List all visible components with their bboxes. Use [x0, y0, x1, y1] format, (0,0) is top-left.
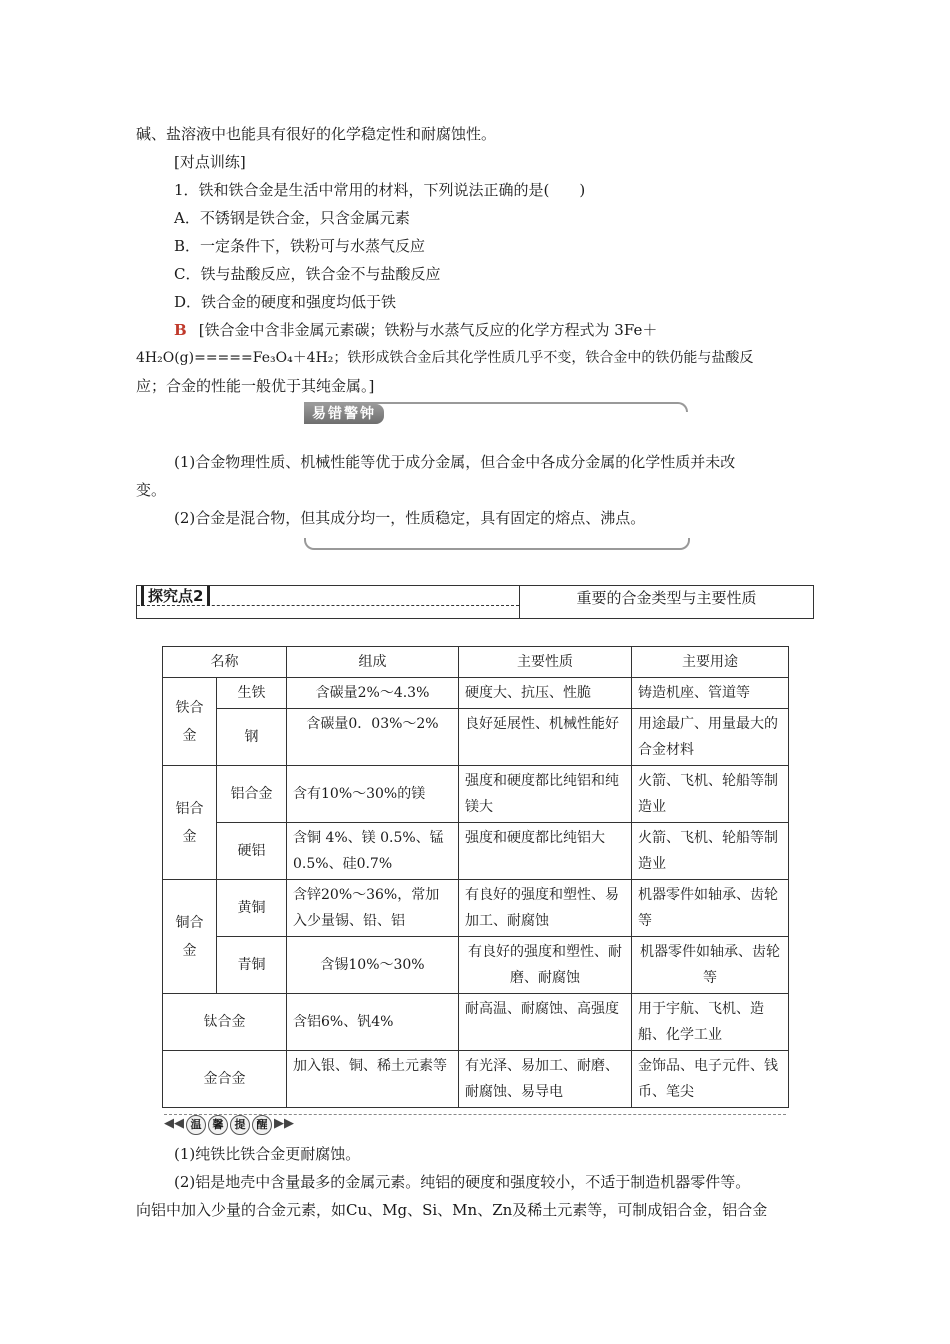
alloy-name: 青铜 — [217, 937, 287, 994]
table-row — [163, 994, 789, 1051]
alloy-uses: 机器零件如轴承、齿轮等 — [632, 937, 789, 994]
table-row — [163, 823, 789, 880]
reminder-char: 温 — [186, 1115, 206, 1135]
alloy-composition: 含锌20%～36%，常加入少量锡、铅、铝 — [287, 880, 459, 937]
alloy-properties: 耐高温、耐腐蚀、高强度 — [459, 994, 632, 1051]
alloy-uses: 用途最广、用量最大的合金材料 — [632, 709, 789, 766]
alloy-name: 钢 — [217, 709, 287, 766]
group-copper: 铜合金 — [163, 880, 217, 994]
alloy-name: 钛合金 — [163, 994, 287, 1051]
explore-header — [136, 585, 814, 619]
alloy-composition: 含锡10%～30% — [287, 937, 459, 994]
warning-tag: 易错警钟 — [304, 404, 384, 424]
alloy-properties: 良好延展性、机械性能好 — [459, 709, 632, 766]
alloy-composition: 含有10%～30%的镁 — [287, 766, 459, 823]
intro-line: 碱、盐溶液中也能具有很好的化学稳定性和耐腐蚀性。 — [136, 125, 497, 143]
reminder-line-2: (2)铝是地壳中含量最多的金属元素。纯铝的硬度和强度较小，不适于制造机器零件等。 — [174, 1173, 751, 1191]
alloy-uses: 火箭、飞机、轮船等制造业 — [632, 823, 789, 880]
alloy-composition: 含铝6%、钒4% — [287, 994, 459, 1051]
alloy-properties: 强度和硬度都比纯铝和纯镁大 — [459, 766, 632, 823]
alloy-properties: 硬度大、抗压、性脆 — [459, 678, 632, 709]
explore-tag: 探究点2 — [141, 586, 210, 606]
option-d: D．铁合金的硬度和强度均低于铁 — [174, 293, 397, 311]
explanation-line-3: 应；合金的性能一般优于其纯金属。] — [136, 377, 375, 395]
option-b: B．一定条件下，铁粉可与水蒸气反应 — [174, 237, 426, 255]
question-text: 1．铁和铁合金是生活中常用的材料，下列说法正确的是( ) — [174, 181, 586, 199]
alloy-composition: 含铜 4%、镁 0.5%、锰0.5%、硅0.7% — [287, 823, 459, 880]
reminder-char: 提 — [230, 1115, 250, 1135]
alloy-properties: 有良好的强度和塑性、耐磨、耐腐蚀 — [459, 937, 632, 994]
alloy-table — [162, 646, 789, 1108]
reminder-line-3: 向铝中加入少量的合金元素，如Cu、Mg、Si、Mn、Zn及稀土元素等，可制成铝合金，铝合金 — [136, 1201, 768, 1219]
reminder-char: 馨 — [208, 1115, 228, 1135]
option-a: A．不锈钢是铁合金，只含金属元素 — [174, 209, 410, 227]
alloy-uses: 火箭、飞机、轮船等制造业 — [632, 766, 789, 823]
header-name: 名称 — [163, 647, 287, 678]
alloy-composition: 加入银、铜、稀土元素等 — [287, 1051, 459, 1108]
group-aluminum: 铝合金 — [163, 766, 217, 880]
double-left-arrow-icon: ◀◀ — [164, 1116, 184, 1131]
table-row — [163, 1051, 789, 1108]
alloy-name: 生铁 — [217, 678, 287, 709]
table-row — [163, 937, 789, 994]
reminder-line-1: (1)纯铁比铁合金更耐腐蚀。 — [174, 1145, 361, 1163]
alloy-composition: 含碳量0．03%～2% — [287, 709, 459, 766]
alloy-name: 金合金 — [163, 1051, 287, 1108]
explore-title: 重要的合金类型与主要性质 — [519, 586, 813, 618]
answer-letter: B — [174, 321, 187, 339]
table-row — [163, 678, 789, 709]
table-row — [163, 880, 789, 937]
reminder-banner — [164, 1114, 804, 1136]
alloy-uses: 机器零件如轴承、齿轮等 — [632, 880, 789, 937]
alloy-name: 黄铜 — [217, 880, 287, 937]
table-row — [163, 766, 789, 823]
alloy-uses: 铸造机座、管道等 — [632, 678, 789, 709]
alloy-properties: 强度和硬度都比纯铝大 — [459, 823, 632, 880]
alloy-composition: 含碳量2%～4.3% — [287, 678, 459, 709]
explanation-line-1: [铁合金中含非金属元素碳；铁粉与水蒸气反应的化学方程式为 3Fe＋ — [198, 321, 658, 339]
explore-tag-box — [137, 586, 519, 606]
table-row — [163, 709, 789, 766]
explanation-line-2: 4H₂O(g)=====Fe₃O₄＋4H₂；铁形成铁合金后其化学性质几乎不变，铁合金中的铁仍能与盐酸反 — [136, 350, 754, 366]
alloy-properties: 有光泽、易加工、耐磨、耐腐蚀、易导电 — [459, 1051, 632, 1108]
header-composition: 组成 — [287, 647, 459, 678]
alloy-properties: 有良好的强度和塑性、易加工、耐腐蚀 — [459, 880, 632, 937]
answer-line-1 — [174, 320, 814, 340]
alloy-uses: 用于宇航、飞机、造船、化学工业 — [632, 994, 789, 1051]
header-properties: 主要性质 — [459, 647, 632, 678]
alloy-name: 铝合金 — [217, 766, 287, 823]
reminder-char: 醒 — [252, 1115, 272, 1135]
warning-line-1: (1)合金物理性质、机械性能等优于成分金属，但合金中各成分金属的化学性质并未改 — [174, 453, 736, 471]
alloy-name: 硬铝 — [217, 823, 287, 880]
option-c: C．铁与盐酸反应，铁合金不与盐酸反应 — [174, 265, 441, 283]
warning-box-bottom — [304, 538, 690, 550]
group-iron: 铁合金 — [163, 678, 217, 766]
double-right-arrow-icon: ▶▶ — [274, 1116, 294, 1131]
warning-line-3: (2)合金是混合物，但其成分均一，性质稳定，具有固定的熔点、沸点。 — [174, 509, 646, 527]
alloy-uses: 金饰品、电子元件、钱币、笔尖 — [632, 1051, 789, 1108]
warning-line-2: 变。 — [136, 481, 167, 499]
header-uses: 主要用途 — [632, 647, 789, 678]
table-header-row — [163, 647, 789, 678]
practice-heading: [对点训练] — [174, 153, 246, 171]
